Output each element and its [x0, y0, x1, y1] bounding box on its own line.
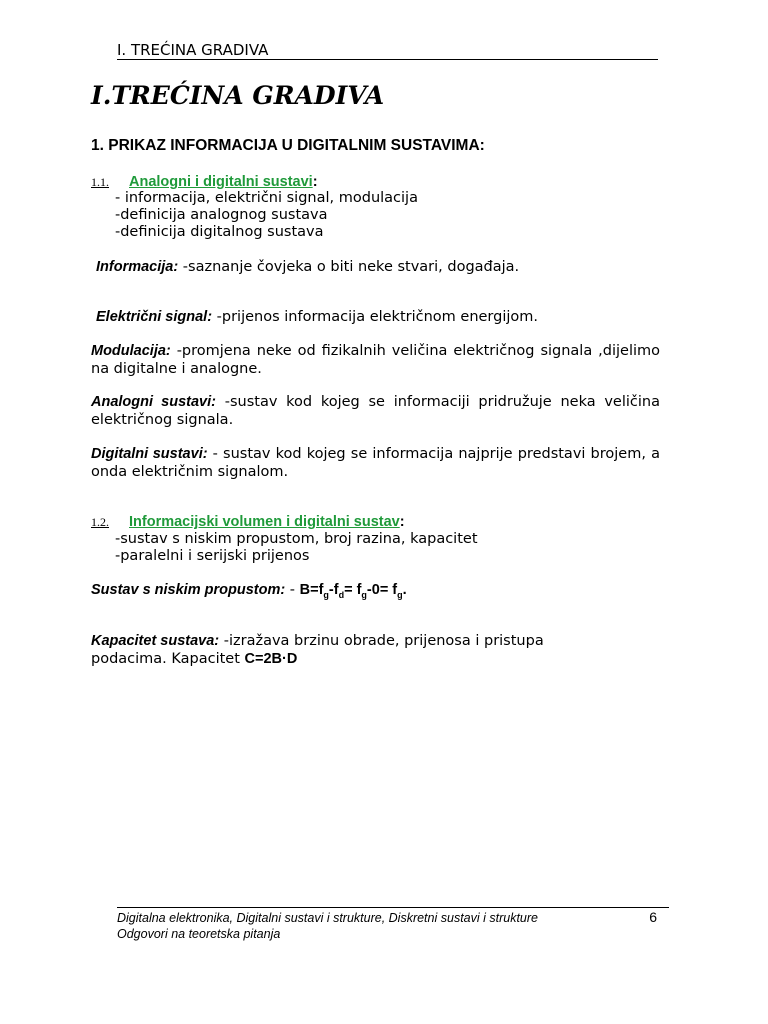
- definition-text: -promjena neke od fizikalnih veličina električnog signala ,dijelimo na digitalne i analogne.: [91, 343, 660, 377]
- subsection-1-1-list: [115, 190, 418, 241]
- bandwidth-formula: $B=f_g-f_d= f_g-0= f_g$.: [299, 582, 407, 600]
- subsection-title: Analogni i digitalni sustavi: [129, 174, 313, 190]
- definition-term: Električni signal:: [96, 309, 213, 325]
- definition-elektricni-signal: [96, 309, 665, 327]
- capacity-formula: C=2B·D: [244, 650, 298, 667]
- page-footer: [117, 907, 669, 942]
- definition-dash: -: [285, 582, 300, 598]
- running-header: I. TREĆINA GRADIVA: [117, 41, 658, 60]
- definition-term: Kapacitet sustava:: [91, 633, 220, 649]
- definition-term: Sustav s niskim propustom:: [91, 582, 286, 598]
- subsection-number: 1.2.: [91, 515, 109, 529]
- definition-text: -sustav kod kojeg se informaciji pridružuje neka veličina električnog signala.: [91, 394, 660, 428]
- subsection-colon: :: [399, 514, 405, 530]
- definition-text: - sustav kod kojeg se informacija najprije predstavi brojem, a onda električnim signalom.: [91, 446, 660, 480]
- definition-analogni-sustavi: [91, 394, 660, 429]
- definition-term: Modulacija:: [91, 343, 171, 359]
- subsection-1-2-heading: [91, 514, 405, 531]
- definition-kapacitet: [91, 633, 591, 668]
- subsection-number: 1.1.: [91, 175, 109, 189]
- subsection-1-1-heading: [91, 174, 318, 191]
- definition-text: -saznanje čovjeka o biti neke stvari, događaja.: [178, 259, 520, 275]
- subsection-title: Informacijski volumen i digitalni sustav: [129, 514, 400, 530]
- definition-informacija: [96, 259, 665, 277]
- list-item: - informacija, električni signal, modulacija: [115, 190, 418, 206]
- definition-text: -prijenos informacija električnom energijom.: [212, 309, 539, 325]
- list-item: -definicija analognog sustava: [115, 207, 328, 223]
- definition-modulacija: [91, 343, 660, 378]
- definition-text: -izražava brzinu obrade, prijenosa i pristupa podacima. Kapacitet: [91, 633, 544, 667]
- footer-line-2: Odgovori na teoretska pitanja: [117, 927, 281, 941]
- section-heading: 1. PRIKAZ INFORMACIJA U DIGITALNIM SUSTAVIMA:: [91, 137, 485, 154]
- list-item: -paralelni i serijski prijenos: [115, 548, 310, 564]
- list-item: -definicija digitalnog sustava: [115, 224, 324, 240]
- definition-term: Digitalni sustavi:: [91, 446, 208, 462]
- page-title: I.TREĆINA GRADIVA: [91, 81, 385, 110]
- page-number: 6: [649, 909, 657, 925]
- subsection-1-2-list: [115, 531, 478, 565]
- definition-niski-propust: [91, 582, 660, 604]
- definition-term: Informacija:: [96, 259, 179, 275]
- subsection-colon: :: [312, 174, 318, 190]
- list-item: -sustav s niskim propustom, broj razina, kapacitet: [115, 531, 478, 547]
- definition-term: Analogni sustavi:: [91, 394, 216, 410]
- definition-digitalni-sustavi: [91, 446, 660, 481]
- footer-line-1: Digitalna elektronika, Digitalni sustavi i strukture, Diskretni sustavi i strukture: [117, 911, 538, 925]
